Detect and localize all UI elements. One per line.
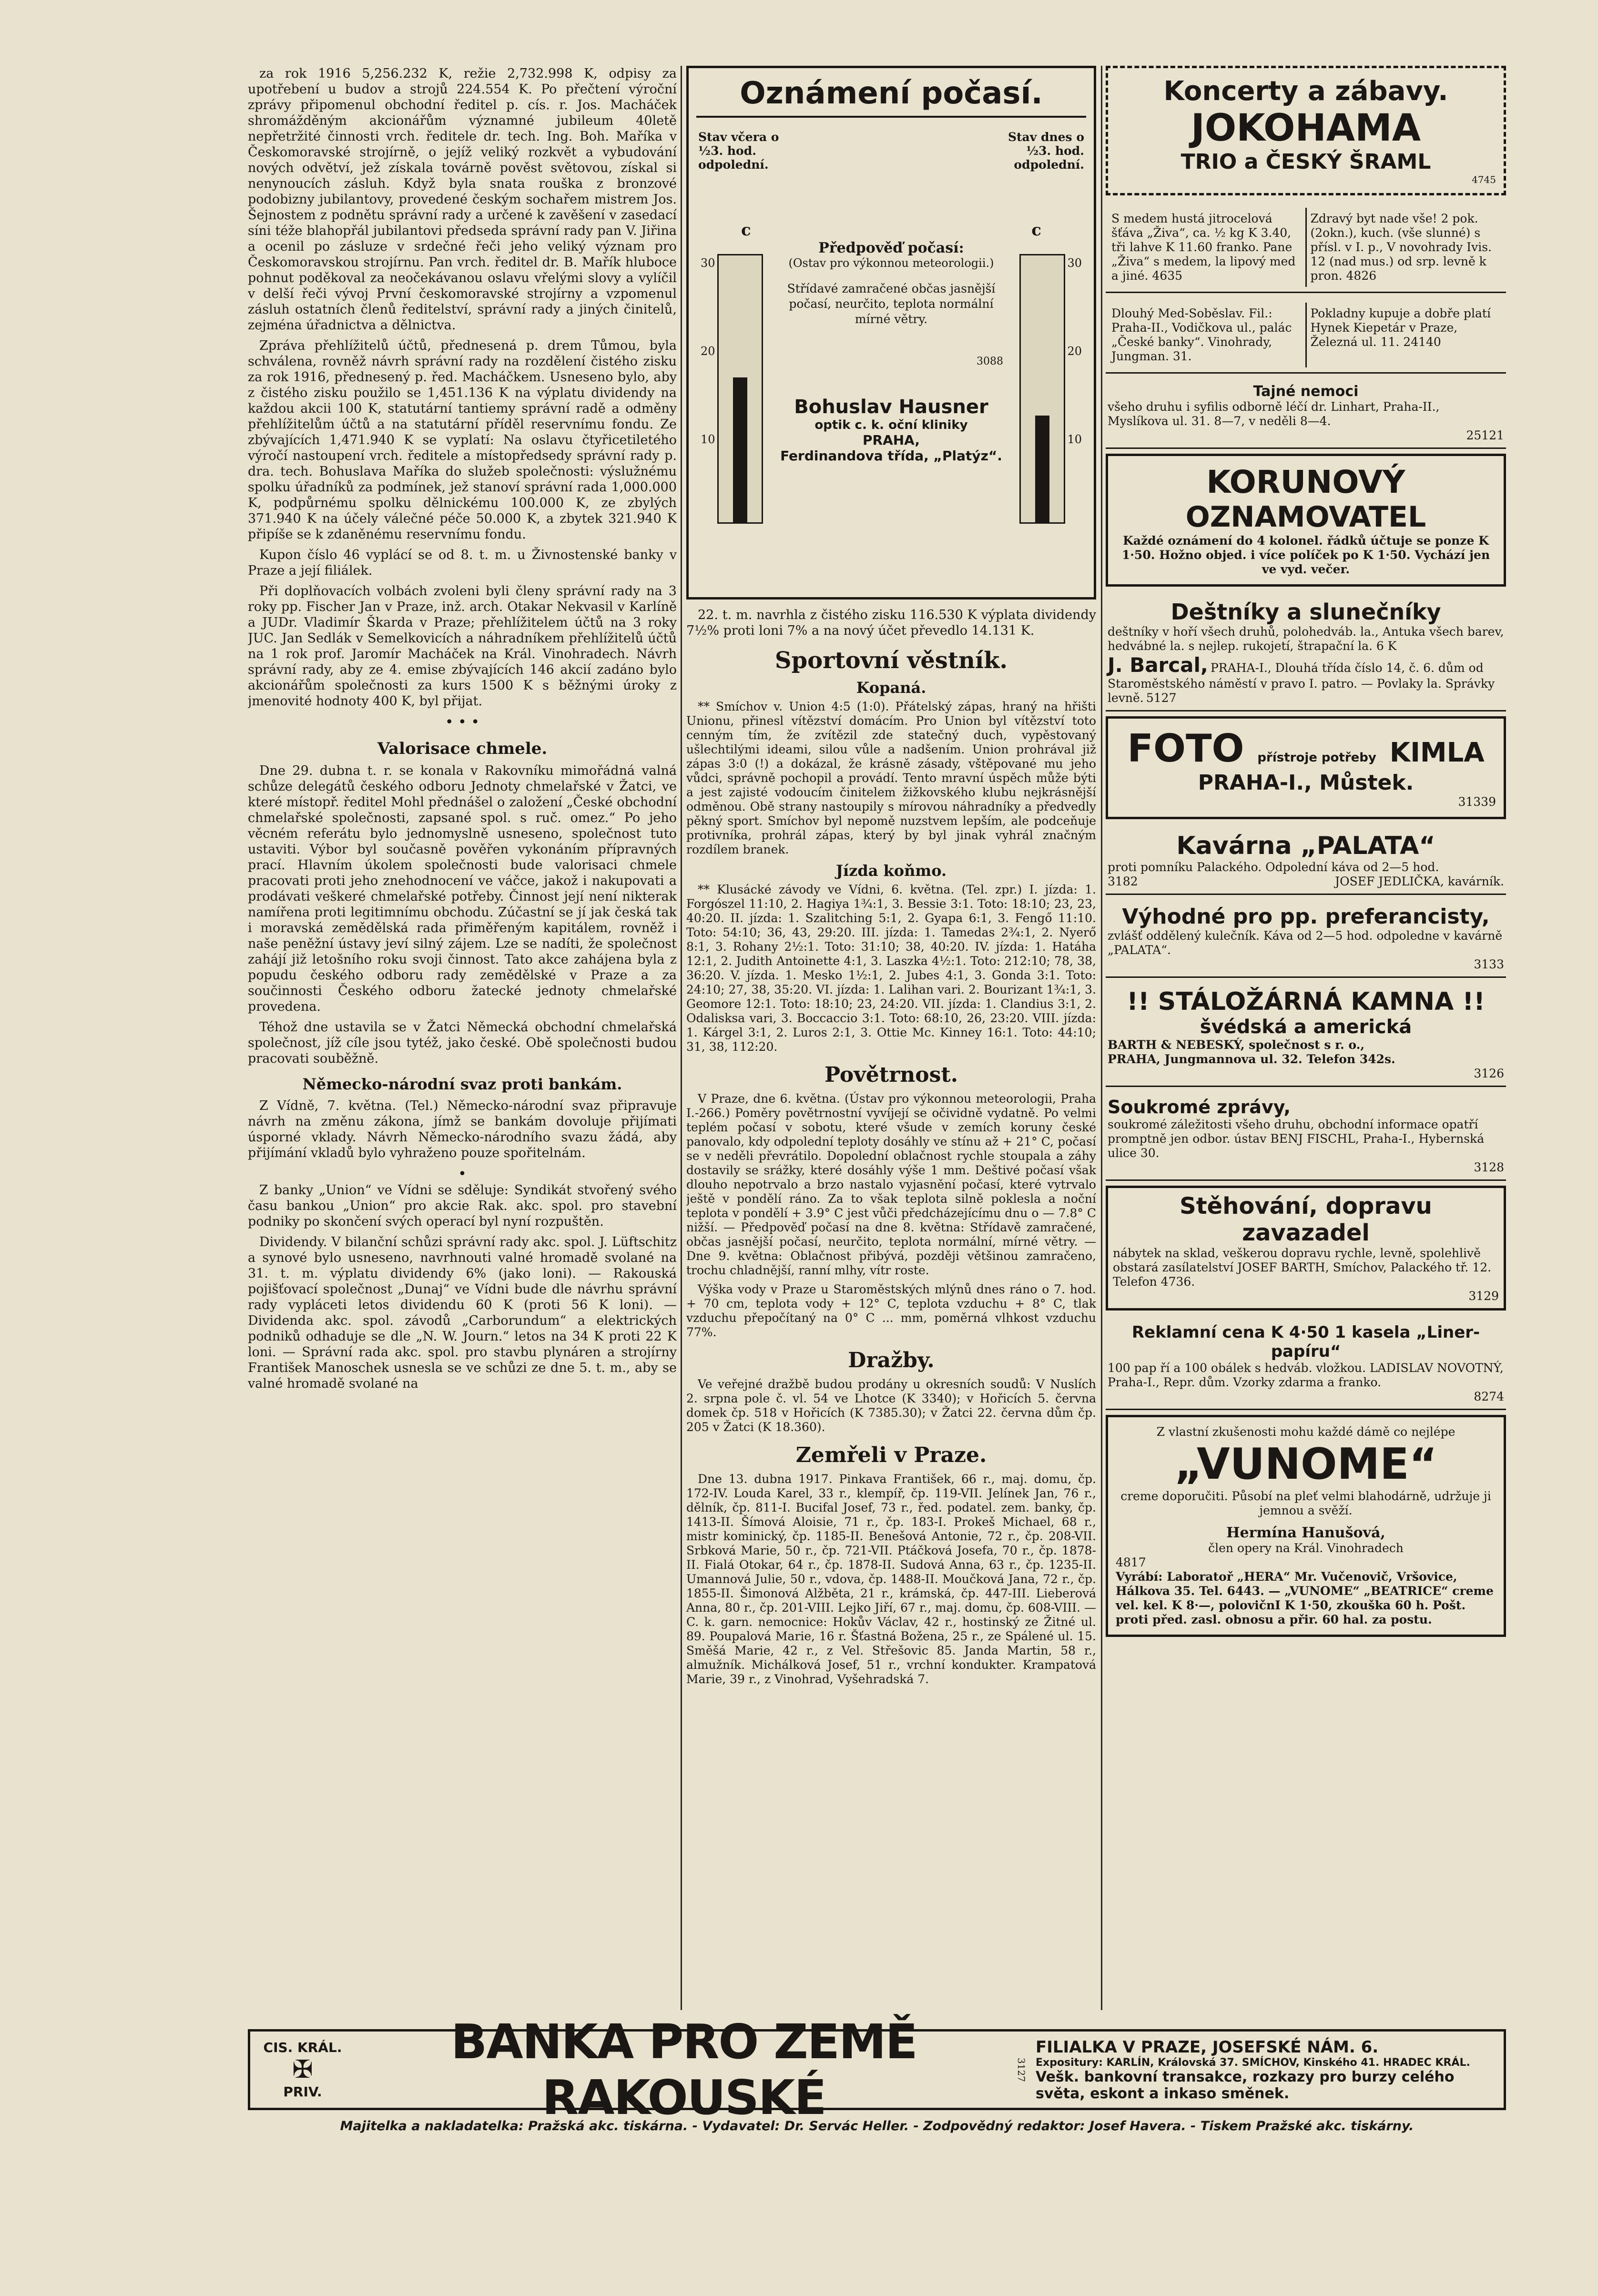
soukrome-num: 3128 — [1474, 1160, 1504, 1174]
vunome-text: creme doporučiti. Působí na pleť velmi blahodárně, udržuje ji jemnou a svěží. — [1120, 1489, 1491, 1517]
weather-today-label: Stav dnes o ½3. hod. odpolední. — [1008, 130, 1084, 172]
kimla-word: KIMLA — [1389, 737, 1485, 768]
ad-pokladny — [1307, 303, 1505, 367]
forecast-title: Předpověď počasí: — [818, 240, 964, 256]
bank-privilege — [250, 2040, 355, 2100]
soukrome-title: Soukromé zprávy, — [1108, 1097, 1291, 1118]
bank-left-top: CIS. KRÁL. — [263, 2040, 342, 2055]
vunome-sign2: člen opery na Král. Vinohradech — [1208, 1541, 1404, 1555]
stehovani-text: nábytek na sklad, veškerou dopravu rychle, levně, spolehlivě obstará zasílatelství JOSEF BARTH, Smíchov, Palackého tř. 12. Telefon 4736. — [1113, 1246, 1492, 1289]
forecast-source: (Ostav pro výkonnou meteorologii.) — [788, 256, 994, 270]
article-paragraph: V Praze, dne 6. května. (Ústav pro výkonnou meteorologii, Praha I.-266.) Poměry povětrnostní vyvíjejí se očividně vydatně. Po velmi teplém počasí v sobotu, které všude v zemích koruny české panovalo, kdy odpolední teploty dosáhly ve stínu až + 21° C, počasí se v neděli převrátilo. Dopolední oblačnost rychle stoupala a záhy dostavily se srážky, které dosáhly výše 1 mm. Deštivé počasí však dlouho nepotrvalo a brzo nastalo vyjasnění počasí, které vytrvalo ještě v pondělí ráno. Za to však teplota silně poklesla a noční teplota v pondělí + 3.9° C jest vůči předcházejícímu dnu o — 7.8° C nižší. — Předpověď počasí na dne 8. května: Střídavě zamračené, občas jasnější počasí, neurčito, teplota normální, mírné větry. — Dne 9. května: Oblačnost přibývá, později většinou zamračeno, trochu chladnější, ranní mlhy, vítr roste. — [686, 1092, 1096, 1277]
column-rule — [681, 66, 682, 2010]
headline-valorisace: Valorisace chmele. — [377, 739, 548, 758]
tajne-title: Tajné nemoci — [1253, 383, 1359, 400]
vunome-intro: Z vlastní zkušenosti mohu každé dámě co nejlépe — [1156, 1425, 1456, 1439]
ad-reklamni — [1106, 1318, 1506, 1410]
separator-dots: • • • — [445, 714, 480, 731]
barcal — [1108, 653, 1504, 705]
barcal-addr: PRAHA-I., Dlouhá třída číslo 14, č. 6. dům od Staroměstského náměstí v pravo I. patro. — Povlaky la. Správky levně. — [1108, 661, 1495, 705]
ad-number: 3088 — [977, 356, 1003, 367]
tajne-text: všeho druhu i syfilis odborně léčí dr. Linhart, Praha-II., Myslíkova ul. 31. 8—7, v neděli 8—4. — [1108, 400, 1440, 428]
imprint: Majitelka a nakladatelka: Pražská akc. tiskárna. - Vydavatel: Dr. Servác Heller. - Zodpovědný redaktor: Josef Havera. - Tiskem Pražské akc. tiskárny. — [340, 2119, 1414, 2133]
article-paragraph: Dne 29. dubna t. r. se konala v Rakovníku mimořádná valná schůze delegátů českého odboru Jednoty chmelařské v Žatci, ve které místopř. ředitel Mohl přednášel o založení „České obchodní chmelařské společnosti, zapsané spol. s ruč. omez.“ Po jeho věcném referátu bylo jednomyslně usneseno, společnost tuto ustaviti. Výbor byl současně pověřen vykonáním přípravných prací. Hlavním úkolem společnosti bude valorisaci chmele pracovati proti jeho znehodnocení ve váčce, jakož i nakupovati a prodávati veškeré chmelařské potřeby. Činnost její není nikterak namířena proti legitimnímu obchodu. Zúčastní se jí jak česká tak i moravská zemědělská rada přiměřeným kapitálem, rovněž i naše peněžní ústavy jeví silný zájem. Lze se nadíti, že společnost zahájí již letošního roku svoji činnost. Tato akce zahájena byla z popudu českého odboru rady zemědělské v Praze a za součinnosti Českého odboru žatecké jednoty chmelařské provedena. — [248, 763, 677, 1014]
thermometer-yesterday-fill — [733, 377, 747, 522]
article-paragraph: Kupon číslo 46 vyplácí se od 8. t. m. u Živnostenské banky v Praze a její filiálek. — [248, 548, 677, 578]
reklamni-title: Reklamní cena K 4·50 1 kasela „Liner-papíru“ — [1131, 1323, 1480, 1361]
bank-filialka: FILIALKA V PRAZE, JOSEFSKÉ NÁM. 6. — [1036, 2037, 1379, 2057]
ad-pokladny-num: 24140 — [1403, 335, 1441, 349]
kamna-title: !! STÁLOŽÁRNÁ KAMNA !! — [1127, 987, 1485, 1016]
pref-text: zvlášť oddělený kulečník. Káva od 2—5 hod. odpoledne v kavárně „PALATA“. — [1108, 929, 1503, 957]
headline-sport: Sportovní věstník. — [774, 647, 1008, 674]
bank-branch — [1030, 2038, 1504, 2102]
kavarna-title: Kavárna „PALATA“ — [1176, 832, 1435, 860]
trio-sramL: TRIO a ČESKÝ ŠRAML — [1181, 150, 1431, 174]
kamna-num: 3126 — [1474, 1067, 1504, 1080]
eagle-emblem-icon: ✠ — [292, 2055, 313, 2084]
jokohama: JOKOHAMA — [1191, 107, 1421, 150]
article-paragraph: Zpráva přehlížitelů účtů, přednesená p. drem Tůmou, byla schválena, rovněž návrh správní rady na rozdělení čistého zisku za rok 1916, přednesený p. řed. Macháčkem. Usneseno bylo, aby z čistého zisku použilo se 1,451.136 K na výplatu dividendy na každou akcii 100 K, statutární tantiemy správní radě a odměny přehlížitelům účtů a na statutární příděl reservnímu fondu. Ze zbývajících 1,471.940 K se vyplatí: Na oslavu čtyřicetiletého výročí nastoupení vrch. ředitele a místopředsedy správní rady p. dra. tech. Bohuslava Maříka do služeb společnosti: výslužnému spolku úřadníků za podmínek, jež stanoví správní rada 1,000.000 K, podpůrnému spolku dělnickému 100.000 K, ze zbylých 371.940 K na účely válečné péče 50.000 K, a zbytek 321.940 K připíše se k zdaněnému reservnímu fondu. — [248, 338, 677, 542]
article-paragraph: ** Klusácké závody ve Vídni, 6. května. (Tel. zpr.) I. jízda: 1. Forgószel 11:10, 2. Hagiya 1¾:1, 3. Bessie 3:1. Toto: 18:10; 23, 23, 40:20. II. jízda: 1. Szalitching 5:1, 2. Gyapa 6:1, 3. Fengő 11:10. Toto: 54:10; 36, 43, 29:20. III. jízda: 1. Tamedas 2¾:1, 2. Nyerő 8:1, 3. Rohany 2½:1. Toto: 31:10; 38, 40:20. IV. jízda: 1. Hatáha 12:1, 2. Judith Antoinette 4:1, 3. Laszka 4½:1. Toto: 212:10; 78, 38, 36:20. V. jízda. 1. Mesko 1½:1, 2. Jubes 4:1, 3. Gonda 3:1. Toto: 24:10; 27, 38, 35:20. VI. jízda: 1. Lalihan vari. 2. Bourizant 1¾:1, 3. Geomore 12:1. Toto: 18:10; 23, 24:20. VII. jízda: 1. Clandius 3:1, 2. Odalisksa vari, 3. Boccaccio 3:1. Toto: 68:10, 26, 23:20. VIII. jízda: 1. Kárgel 3:1, 2. Luros 2:1, 3. Ottie Mc. Kinney 16:1. Toto: 44:10; 31, 38, 112:20. — [686, 883, 1096, 1054]
optician-city: PRAHA, — [862, 432, 920, 448]
koncerty-title: Koncerty a zábavy. — [1163, 76, 1448, 107]
tajne-num: 25121 — [1466, 428, 1504, 442]
scale-30-right: 30 — [1067, 256, 1082, 270]
ad-zdravy-num: 4826 — [1346, 269, 1377, 283]
bank-name: BANKA PRO ZEMĚ RAKOUSKÉ — [451, 2014, 917, 2125]
reklamni-num: 8274 — [1474, 1390, 1504, 1403]
article-paragraph: Z Vídně, 7. května. (Tel.) Německo-národní svaz připravuje návrh na změnu zákona, jímž se bankám dovoluje přijímati úsporné vklady. Návrh Německo-národního svazu žádá, aby přijímání vkladů bylo vyhraženo pouze spořitelnám. — [248, 1098, 677, 1160]
article-paragraph: Ve veřejné dražbě budou prodány u okresních soudů: V Nuslích 2. srpna pole č. vl. 54 ve Lhotce (K 3340); v Hořicích 5. června domek čp. 518 v Hořicích (K 7385.30); v Žatci 22. června dům čp. 205 v Žatci (K 18.360). — [686, 1377, 1096, 1434]
destniky-text: deštníky v hoří všech druhů, polohedváb. la., Antuka všech barev, hedvábné la. s nejlep. rukojetí, štrapační la. 6 K — [1108, 625, 1504, 653]
headline-drazby: Dražby. — [848, 1348, 935, 1372]
pref-title: Výhodné pro pp. preferancisty, — [1122, 904, 1490, 929]
thermometer-today — [1019, 254, 1065, 524]
article-paragraph: 22. t. m. navrhla z čistého zisku 116.530 K výplata dividendy 7½% proti loni 7% a na nový účet převedlo 14.131 K. — [686, 608, 1096, 638]
soukrome-text: soukromé záležitosti všeho druhu, obchodní informace opatří promptně jen odbor. ústav BENJ FISCHL, Praha-I., Hybernská ulice 30. — [1108, 1118, 1485, 1160]
ad-medem — [1108, 208, 1307, 287]
ad-stehovani — [1106, 1186, 1506, 1311]
small-ads-row-1 — [1106, 203, 1506, 293]
pref-num: 3133 — [1474, 957, 1504, 971]
bank-expositury: Expositury: KARLÍN, Královská 37. SMÍCHOV, Kinského 41. HRADEC KRÁL. — [1036, 2056, 1470, 2069]
article-paragraph: Při doplňovacích volbách zvoleni byli členy správní rady na 3 roky pp. Fischer Jan v Praze, inž. arch. Otakar Nekvasil v Karlíně a JUDr. Vladimír Škarda v Praze; přehlížitelem účtů na 3 roky JUC. Jan Sedlák v Semelkovicích a náhradníkem přehlížitelů účtů na 1 rok prof. Jaromír Macháček na Král. Vinohradech. Návrh správní rady, aby ze 4. emise zbývajících 146 akcií zadáno bylo akcionářům společnosti za kurs 1500 K s běžnými úroky z jmenovité hodnoty 400 K, byl přijat. — [248, 584, 677, 709]
vunome-sign: Hermína Hanušová, — [1226, 1524, 1385, 1541]
separator-dot: • — [458, 1166, 467, 1182]
ad-korunovy — [1106, 454, 1506, 587]
bank-side-num: 3127 — [1016, 2057, 1027, 2082]
kavarna-num: 3182 — [1108, 874, 1138, 888]
korunovy-1: KORUNOVÝ — [1206, 464, 1405, 500]
scale-10-right: 10 — [1067, 433, 1082, 446]
ad-pokladny-text: Pokladny kupuje a dobře platí Hynek Kiepetár v Praze, Železná ul. 11. — [1310, 306, 1491, 349]
ad-koncerty — [1106, 66, 1506, 195]
foto-addr: PRAHA-I., Můstek. — [1198, 771, 1414, 795]
ad-foto — [1106, 716, 1506, 819]
column-middle — [686, 66, 1096, 2020]
ad-dlouhy: Dlouhý Med-Soběslav. Fil.: Praha-II., Vodičkova ul., palác „České banky“. Vinohrady, Jungman. 31. — [1108, 303, 1307, 367]
article-paragraph: Výška vody v Praze u Staroměstských mlýnů dnes ráno o 7. hod. + 70 cm, teplota vody + 12° C, teplota vzduchu + 8° C, tlak vzduchu přepočítaný na 0° C ... mm, poměrná vlhkost vzduchu 77%. — [686, 1282, 1096, 1339]
subhead-kopana: Kopaná. — [856, 679, 926, 697]
trio-num: 4745 — [1472, 174, 1496, 185]
scale-20-right: 20 — [1067, 345, 1082, 358]
subhead-jizda: Jízda koňmo. — [835, 862, 947, 880]
scale-10: 10 — [701, 433, 715, 446]
ad-zdravy — [1307, 208, 1505, 287]
stehovani-num: 3129 — [1468, 1289, 1499, 1303]
ad-vunome — [1106, 1415, 1506, 1637]
destniky-title: Deštníky a slunečníky — [1171, 599, 1441, 625]
ad-zdravy-text: Zdravý byt nade vše! 2 pok. (2okn.), kuch. (vše slunné) s přísl. v I. p., V novohrady Ivis. 12 (nad mus.) od srp. levně k pron. — [1310, 212, 1492, 283]
forecast-block — [779, 240, 1003, 464]
forecast-text: Střídavé zamračené občas jasnější počasí, neurčito, teplota normální mírné větry. — [787, 282, 996, 326]
article-paragraph: za rok 1916 5,256.232 K, režie 2,732.998 K, odpisy za upotřebení u budov a strojů 224.554 K. Po přečtení výroční zprávy připomenul obchodní ředitel p. cís. r. Jos. Macháček shromážděným akcionářům významné jubileum 40letě nepřetržité činnosti vrch. ředitele dr. tech. Ing. Boh. Maříka v Českomoravské strojírně, o jejíž veliký rozkvět a vybudování nových odvětví, jež získala továrně pověst světovou, získal si nenynoucích zásluh. Když byla snata rouška z bronzové podobizny jubilantovy, provedené českým sochařem mistrem Jos. Šejnostem z podnětu správní rady a určené k zavěšení v zasedací síni téže blahopřál jubilantovi předseda správní rady pan V. Jiřina a ocenil po zásluze v srdečné řeči jeho veliký význam pro Českomoravskou strojírnu. Pan vrch. ředitel dr. B. Mařík hluboce pohnut poděkoval za neočekávanou oslavu vřelými slovy a vylíčil v delší řeči vývoj První českomoravské strojírny a vzpomenul zásluh ostatních členů ředitelství, správní rady a jiných činitelů, zejména úřadnictva a dělnictva. — [248, 66, 677, 333]
barcal-name: J. Barcal, — [1108, 653, 1208, 677]
korunovy-text: Každé oznámení do 4 kolonel. řádků účtuje se ponze K 1·50. Hožno objed. i více políček po K 1·50. Vychází jen ve vyd. večer. — [1121, 534, 1490, 576]
kamna-sub: švédská a americká — [1200, 1016, 1412, 1038]
bank-left-bottom: PRIV. — [283, 2084, 322, 2100]
vunome-vyrabi: Vyrábí: Laboratoř „HERA“ Mr. Vučenovič, Vršovice, Hálkova 35. Tel. 6443. — „VUNOME“ „BEATRICE“ creme vel. kel. K 8·—, polovičnI K 1·50, zkouška 60 h. Pošt. proti před. zasl. obnosu a přir. 60 hal. za postu. — [1116, 1570, 1494, 1626]
kavarna-bottom — [1108, 874, 1504, 889]
scale-20: 20 — [701, 345, 715, 358]
column-rule — [1101, 66, 1102, 2010]
optician-sub: optik c. k. oční kliniky — [814, 418, 968, 432]
weather-ad-title: Oznámení počasí. — [696, 76, 1086, 118]
reklamni-text: 100 pap ří a 100 obálek s hedváb. vložkou. LADISLAV NOVOTNÝ, Praha-I., Repr. dům. Vzorky zdarma a franko. — [1108, 1361, 1504, 1389]
foto-line — [1116, 726, 1496, 771]
celsius-left: c — [741, 221, 751, 240]
ad-preferanciste — [1106, 900, 1506, 978]
ad-medem-text: S medem hustá jitrocelová šťáva „Živa“, ca. ½ kg K 3.40, tři lahve K 11.60 franko. Pane „Živa“ s medem, la lipový med a jiné. — [1111, 212, 1296, 283]
headline-zemreli: Zemřeli v Praze. — [795, 1443, 987, 1467]
optician-name: Bohuslav Hausner — [794, 396, 988, 418]
korunovy-2: OZNAMOVATEL — [1185, 500, 1426, 534]
ad-kavarna — [1106, 827, 1506, 895]
article-paragraph: ** Smíchov v. Union 4:5 (1:0). Přátelský zápas, hraný na hřišti Unionu, přinesl vítězství domácím. Pro Union byl vítězství toto cenným tím, že zvítězil zde statečný duch, vypěstovaný ušlechtilými ideami, silou vůle a nadšením. Union prohrával již zápas 3:0 (!) a dokázal, že krásně zásady, vštěpované mu jeho vůdci, správně pochopil a provádí. Tento mravní úspěch může býti a jest zajisté vodoucím činitelem žižkovského klubu nejkrásnější odměnou. Obě strany nastoupily s mírovou náhradníky a předvedly pěkný sport. Smíchov byl nepomě nuzstvem lepším, ale podceňuje protivníka, prohrál zápas, který by byl jinak vyhrál značným rozdílem branek. — [686, 700, 1096, 856]
bank-transakce: Vešk. bankovní transakce, rozkazy pro burzy celého světa, eskont a inkaso směnek. — [1036, 2068, 1455, 2102]
thermometer-today-fill — [1035, 416, 1049, 522]
vunome-num: 4817 — [1116, 1555, 1146, 1569]
newspaper-page — [248, 56, 1506, 2133]
scale-30: 30 — [701, 256, 715, 270]
headline-povetrnost: Povětrnost. — [824, 1063, 958, 1087]
kamna-firm: BARTH & NEBESKÝ, společnost s r. o., — [1108, 1038, 1365, 1052]
ad-soukrome — [1106, 1092, 1506, 1181]
article-paragraph: Dne 13. dubna 1917. Pinkava František, 66 r., maj. domu, čp. 172-IV. Louda Karel, 33 r., klempíř, čp. 119-VII. Jelínek Jan, 76 r., dělník, čp. 811-I. Bucifal Josef, 73 r., řed. podatel. zem. banky, čp. 1413-II. Šímová Aloisie, 71 r., čp. 183-I. Prokeš Michael, 68 r., mistr kominický, čp. 1185-II. Benešová Antonie, 72 r., čp. 208-VII. Srbková Marie, 50 r., čp. 721-VII. Ptáčková Josefa, 70 r., čp. 1878-II. Fialá Otokar, 64 r., čp. 1878-II. Sudová Anna, 63 r., čp. 1235-II. Umannová Julie, 50 r., vdova, čp. 1488-II. Moučková Jana, 72 r., čp. 1855-II. Šimonová Alžběta, 21 r., krámská, čp. 447-III. Lieberová Anna, 80 r., čp. 201-VIII. Lejko Jiří, 67 r., maj. domu, čp. 608-VIII. — C. k. garn. nemocnice: Hokův Václav, 42 r., hostinský ze Žitné ul. 89. Poupalová Marie, 16 r. Šťastná Božena, 25 r., ze Spálené ul. 15. Směšá Marie, 42 r., z Vel. Střešovic 85. Janda Martin, 58 r., almužník. Michálková Josef, 51 r., vrchní kondukter. Krampatová Marie, 39 r., z Vinohrad, Vyšehradská 7. — [686, 1472, 1096, 1686]
small-ads-row-2 — [1106, 298, 1506, 374]
kamna-addr: PRAHA, Jungmannova ul. 32. Telefon 342s. — [1108, 1052, 1395, 1066]
kavarna-owner: JOSEF JEDLIČKA, kavárník. — [1335, 874, 1504, 888]
optician-address: Ferdinandova třída, „Platýz“. — [780, 448, 1002, 464]
column-right — [1106, 66, 1506, 2020]
bank-ad — [248, 2014, 1506, 2125]
ad-destniky — [1106, 594, 1506, 711]
article-paragraph: Dividendy. V bilanční schůzi správní rady akc. spol. J. Lüftschitz a synové bylo usneseno, navrhnouti valné hromadě svolané na 31. t. m. výplatu dividendy 6% (jako loni). — Rakouská pojišťovací společnost „Dunaj“ ve Vídni bude dle návrhu správní rady vypláceti letos dividendu 60 K (proti 56 K loni). — Dividenda akc. spol. závodů „Carborundum“ a elektrických podniků odhaduje se dle „N. W. Journ.“ letos na 34 K proti 22 K loni. — Správní rada akc. spol. pro stavbu plynáren a strojírny František Manoschek usnesla se ve schůzi ze dne 5. t. m., aby se valné hromadě svolané na — [248, 1235, 677, 1391]
thermometer-yesterday — [717, 254, 763, 524]
foto-sub: přístroje potřeby — [1257, 751, 1376, 765]
footer — [248, 2014, 1506, 2133]
celsius-right: c — [1031, 221, 1041, 240]
kavarna-text: proti pomníku Palackého. Odpolední káva od 2—5 hod. — [1108, 860, 1439, 874]
ad-kamna — [1106, 983, 1506, 1087]
barcal-num: 5127 — [1146, 691, 1177, 705]
headline-svaz: Německo-národní svaz proti bankám. — [302, 1075, 622, 1093]
weather-yesterday-label: Stav včera o ½3. hod. odpolední. — [698, 130, 779, 172]
ad-medem-num: 4635 — [1152, 269, 1183, 283]
stehovani-title: Stěhování, dopravu zavazadel — [1180, 1193, 1432, 1246]
foto-num: 31339 — [1458, 795, 1496, 809]
ad-tajne — [1106, 378, 1506, 449]
foto-word: FOTO — [1127, 726, 1244, 771]
weather-ad — [686, 66, 1096, 599]
article-paragraph: Z banky „Union“ ve Vídni se sděluje: Syndikát stvořený svého času bankou „Union“ pro akcie Rak. akc. spol. pro stavební podniky po skončení svých operací byl nyní rozpuštěn. — [248, 1183, 677, 1229]
vunome-title: „VUNOME“ — [1174, 1439, 1437, 1489]
article-paragraph: Téhož dne ustavila se v Žatci Německá obchodní chmelařská společnost, jíž cíle jsou tytéž, jako české. Obě společnosti budou pracovati souběžně. — [248, 1020, 677, 1066]
column-left — [248, 66, 677, 2020]
